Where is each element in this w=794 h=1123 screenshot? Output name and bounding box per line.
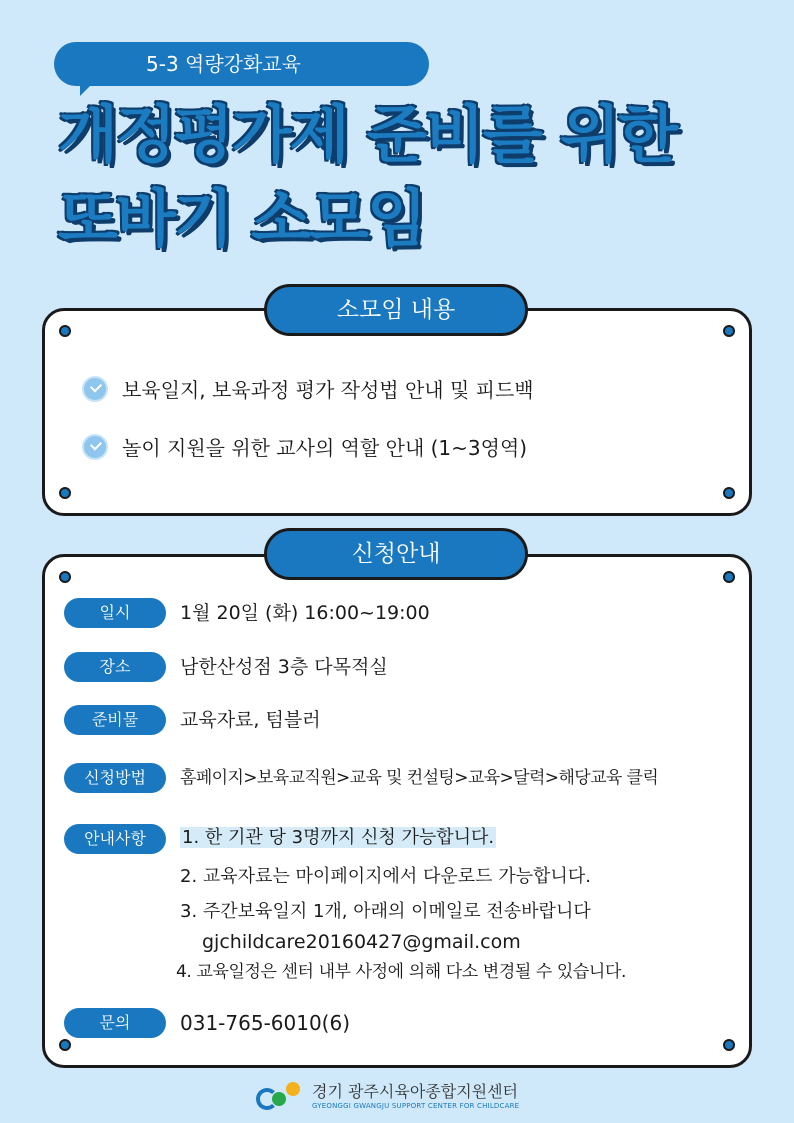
place-label: 장소 xyxy=(64,652,166,682)
corner-dot xyxy=(59,487,71,499)
notice-label: 안내사항 xyxy=(64,824,166,854)
contact-value: 031-765-6010(6) xyxy=(180,1011,351,1035)
notice-item: 4. 교육일정은 센터 내부 사정에 의해 다소 변경될 수 있습니다. xyxy=(176,962,626,982)
date-label: 일시 xyxy=(64,598,166,628)
place-value: 남한산성점 3층 다목적실 xyxy=(180,656,388,678)
corner-dot xyxy=(59,325,71,337)
org-name-korean: 경기 광주시육아종합지원센터 xyxy=(312,1082,519,1101)
date-value: 1월 20일 (화) 16:00~19:00 xyxy=(180,602,430,624)
content-item-text: 보육일지, 보육과정 평가 작성법 안내 및 피드백 xyxy=(122,378,534,402)
page-title-line2: 또바기 소모임 xyxy=(58,182,425,255)
content-section-tab: 소모임 내용 xyxy=(264,284,528,336)
org-footer xyxy=(256,1082,519,1112)
check-circle-icon xyxy=(82,434,108,460)
corner-dot xyxy=(723,487,735,499)
apply-card xyxy=(42,554,752,1068)
contact-label: 문의 xyxy=(64,1008,166,1038)
supplies-value: 교육자료, 텀블러 xyxy=(180,709,321,731)
corner-dot xyxy=(59,1039,71,1051)
corner-dot xyxy=(723,325,735,337)
notice-item: 3. 주간보육일지 1개, 아래의 이메일로 전송바랍니다 xyxy=(180,901,591,922)
notice-item-text: 1. 한 기관 당 3명까지 신청 가능합니다. xyxy=(182,827,495,848)
page-title-line1: 개정평가제 준비를 위한 xyxy=(58,98,677,171)
email-address: gjchildcare20160427@gmail.com xyxy=(202,931,521,953)
content-item xyxy=(82,374,534,403)
content-item-text: 놀이 지원을 위한 교사의 역할 안내 (1~3영역) xyxy=(122,436,528,460)
corner-dot xyxy=(723,571,735,583)
corner-dot xyxy=(723,1039,735,1051)
supplies-label: 준비물 xyxy=(64,705,166,735)
center-logo-icon xyxy=(256,1082,304,1112)
program-badge: 5-3 역량강화교육 xyxy=(54,42,429,86)
check-circle-icon xyxy=(82,376,108,402)
apply-method-value: 홈페이지>보육교직원>교육 및 컨설팅>교육>달력>해당교육 클릭 xyxy=(180,768,659,788)
notice-item xyxy=(180,825,496,851)
org-name-english: GYEONGGI GWANGJU SUPPORT CENTER FOR CHILDCARE xyxy=(312,1102,520,1110)
apply-method-label: 신청방법 xyxy=(64,763,166,793)
content-item xyxy=(82,432,527,461)
content-card xyxy=(42,308,752,516)
corner-dot xyxy=(59,571,71,583)
notice-item: 2. 교육자료는 마이페이지에서 다운로드 가능합니다. xyxy=(180,866,591,887)
apply-section-tab: 신청안내 xyxy=(264,528,528,580)
